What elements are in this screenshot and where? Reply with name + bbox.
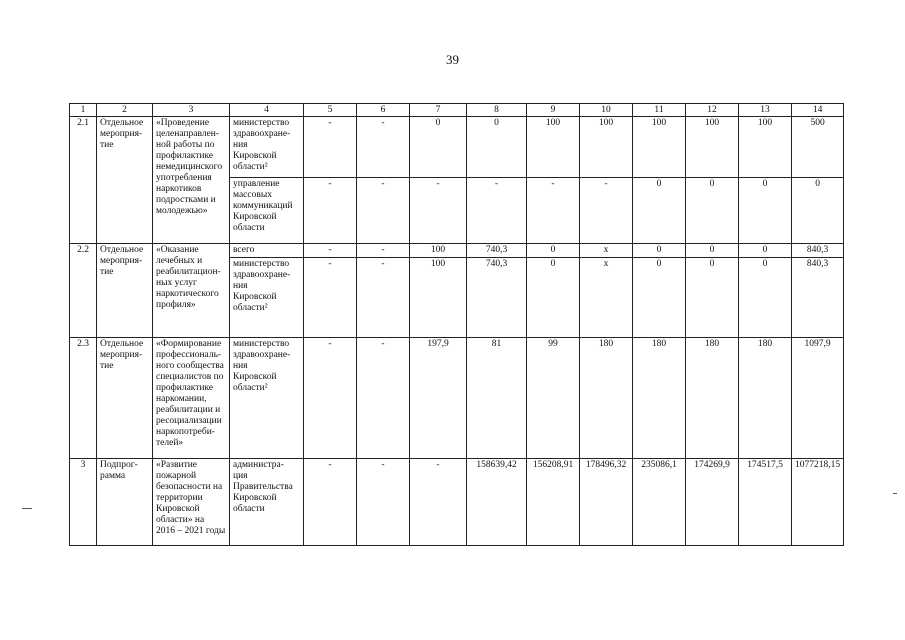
- column-header: 5: [304, 104, 357, 117]
- value-cell: 180: [580, 338, 633, 459]
- event-type-cell: Отдельное мероприя- тие: [97, 117, 153, 244]
- value-cell: 178496,32: [580, 459, 633, 546]
- row-number-cell: 3: [70, 459, 97, 546]
- value-cell: 100: [410, 244, 467, 258]
- column-header: 2: [97, 104, 153, 117]
- row-number-cell: 2.2: [70, 244, 97, 338]
- value-cell: 0: [467, 117, 527, 178]
- column-header: 1: [70, 104, 97, 117]
- value-cell: 0: [527, 244, 580, 258]
- event-name-cell: «Формирование профессиональ- ного сообщества специалистов по профилактике наркомании, реабилитации и ресоциализации наркопотреби- телей»: [153, 338, 230, 459]
- column-header: 6: [357, 104, 410, 117]
- value-cell: 235086,1: [633, 459, 686, 546]
- row-number-cell: 2.3: [70, 338, 97, 459]
- value-cell: 156208,91: [527, 459, 580, 546]
- value-cell: 0: [739, 244, 792, 258]
- page-number: 39: [446, 52, 459, 67]
- executor-cell: министерство здравоохране- ния Кировской области²: [230, 338, 304, 459]
- value-cell: -: [304, 338, 357, 459]
- scan-speck: [22, 508, 32, 509]
- value-cell: 0: [633, 258, 686, 338]
- value-cell: 180: [633, 338, 686, 459]
- value-cell: 0: [633, 244, 686, 258]
- value-cell: -: [357, 244, 410, 258]
- column-header: 7: [410, 104, 467, 117]
- column-header: 12: [686, 104, 739, 117]
- value-cell: 0: [686, 178, 739, 244]
- data-table: [69, 103, 844, 546]
- value-cell: 0: [686, 258, 739, 338]
- value-cell: 180: [686, 338, 739, 459]
- value-cell: -: [304, 178, 357, 244]
- value-cell: 100: [527, 117, 580, 178]
- value-cell: 81: [467, 338, 527, 459]
- table-row: [70, 338, 844, 459]
- value-cell: 99: [527, 338, 580, 459]
- value-cell: 500: [792, 117, 844, 178]
- event-type-cell: Отдельное мероприя- тие: [97, 244, 153, 338]
- value-cell: -: [357, 338, 410, 459]
- value-cell: -: [410, 459, 467, 546]
- column-header: 4: [230, 104, 304, 117]
- event-type-cell: Подпрог- рамма: [97, 459, 153, 546]
- value-cell: 180: [739, 338, 792, 459]
- value-cell: х: [580, 244, 633, 258]
- event-type-cell: Отдельное мероприя- тие: [97, 338, 153, 459]
- value-cell: 0: [792, 178, 844, 244]
- value-cell: 740,3: [467, 244, 527, 258]
- value-cell: -: [410, 178, 467, 244]
- column-header: 11: [633, 104, 686, 117]
- value-cell: 0: [686, 244, 739, 258]
- value-cell: 840,3: [792, 244, 844, 258]
- column-header: 10: [580, 104, 633, 117]
- value-cell: 100: [686, 117, 739, 178]
- value-cell: 174517,5: [739, 459, 792, 546]
- column-header: 13: [739, 104, 792, 117]
- value-cell: 840,3: [792, 258, 844, 338]
- event-name-cell: «Оказание лечебных и реабилитацион- ных услуг наркотического профиля»: [153, 244, 230, 338]
- value-cell: -: [304, 244, 357, 258]
- value-cell: -: [304, 117, 357, 178]
- value-cell: -: [304, 258, 357, 338]
- event-name-cell: «Проведение целенаправлен- ной работы по профилактике немедицинского употребления наркотиков подростками и молодежью»: [153, 117, 230, 244]
- value-cell: 0: [739, 178, 792, 244]
- value-cell: 100: [633, 117, 686, 178]
- value-cell: 0: [527, 258, 580, 338]
- event-name-cell: «Развитие пожарной безопасности на территории Кировской области» на 2016 – 2021 годы: [153, 459, 230, 546]
- value-cell: -: [467, 178, 527, 244]
- table-row: [70, 459, 844, 546]
- value-cell: -: [304, 459, 357, 546]
- value-cell: 1077218,15: [792, 459, 844, 546]
- value-cell: х: [580, 258, 633, 338]
- executor-cell: всего: [230, 244, 304, 258]
- column-header: 8: [467, 104, 527, 117]
- value-cell: 158639,42: [467, 459, 527, 546]
- column-header: 14: [792, 104, 844, 117]
- row-number-cell: 2.1: [70, 117, 97, 244]
- header-row: [70, 104, 844, 117]
- value-cell: -: [357, 459, 410, 546]
- value-cell: -: [357, 258, 410, 338]
- value-cell: -: [580, 178, 633, 244]
- executor-cell: министерство здравоохране- ния Кировской области²: [230, 117, 304, 178]
- value-cell: 740,3: [467, 258, 527, 338]
- table-row: [70, 117, 844, 178]
- value-cell: 100: [410, 258, 467, 338]
- value-cell: -: [357, 178, 410, 244]
- value-cell: 100: [580, 117, 633, 178]
- column-header: 9: [527, 104, 580, 117]
- value-cell: -: [527, 178, 580, 244]
- column-header: 3: [153, 104, 230, 117]
- executor-cell: администра- ция Правительства Кировской области: [230, 459, 304, 546]
- executor-cell: управление массовых коммуникаций Кировской области: [230, 178, 304, 244]
- value-cell: 100: [739, 117, 792, 178]
- value-cell: 0: [739, 258, 792, 338]
- value-cell: 1097,9: [792, 338, 844, 459]
- value-cell: 0: [633, 178, 686, 244]
- value-cell: 174269,9: [686, 459, 739, 546]
- executor-cell: министерство здравоохране- ния Кировской области²: [230, 258, 304, 338]
- scan-speck: [893, 493, 897, 494]
- table-row: [70, 244, 844, 258]
- value-cell: 197,9: [410, 338, 467, 459]
- value-cell: 0: [410, 117, 467, 178]
- value-cell: -: [357, 117, 410, 178]
